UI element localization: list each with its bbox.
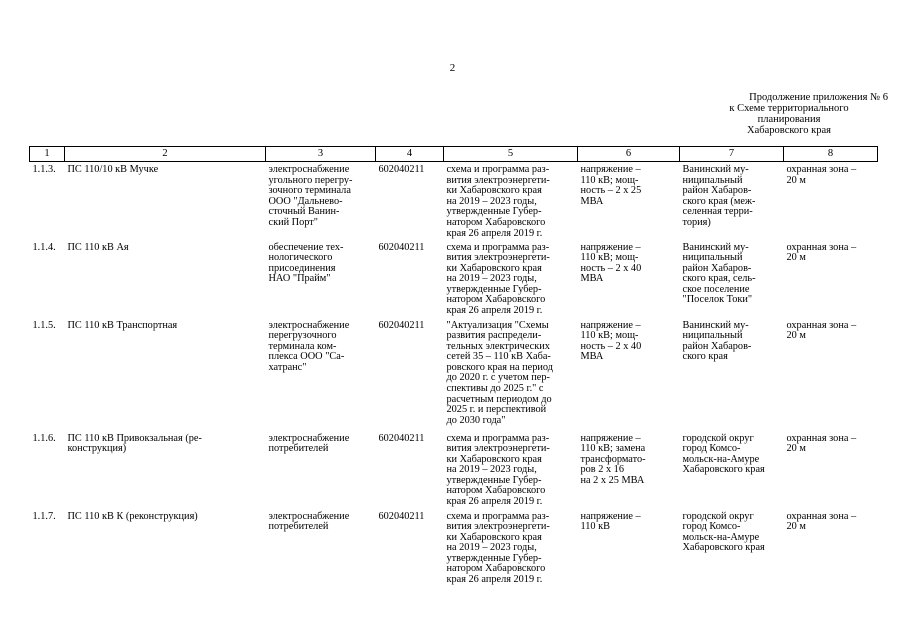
facility-code: 602040211 [378, 432, 425, 444]
column-header: 8 [784, 147, 878, 162]
appendix-heading-line: Хабаровского края [747, 125, 831, 136]
table-row [30, 240, 878, 318]
column-header: 7 [680, 147, 784, 162]
facility-basis: схема и программа раз- вития электроэнергети- ки Хабаровского края на 2019 – 2023 годы, утвержденные Губер- натором Хабаровского края 26 апреля 2019 г. [446, 164, 550, 239]
facility-specs: напряжение – 110 кВ; мощ- ность – 2 х 25 МВА [580, 164, 642, 207]
table-row [30, 162, 878, 240]
facility-zone: охранная зона – 20 м [786, 241, 857, 264]
appendix-heading-line: планирования [757, 114, 821, 125]
appendix-heading [690, 92, 888, 136]
row-number: 1.1.4. [32, 241, 56, 253]
facilities-table [29, 146, 878, 587]
facility-location: городской округ город Комсо- мольск-на-Амуре Хабаровского края [682, 432, 765, 476]
facility-basis: схема и программа раз- вития электроэнергети- ки Хабаровского края на 2019 – 2023 годы, утвержденные Губер- натором Хабаровского края 26 апреля 2019 г. [446, 432, 550, 508]
facility-code: 602040211 [378, 510, 425, 522]
facility-name: ПС 110 кВ Ая [67, 241, 129, 253]
facility-code: 602040211 [378, 164, 425, 175]
facility-name: ПС 110 кВ Привокзальная (ре- конструкция) [67, 432, 202, 455]
facility-purpose: электроснабжение потребителей [268, 510, 350, 533]
facility-zone: охранная зона – 20 м [786, 510, 857, 533]
row-number: 1.1.5. [32, 319, 56, 331]
facility-purpose: обеспечение тех- нологического присоединения НАО "Прайм" [268, 241, 344, 285]
row-number: 1.1.7. [32, 510, 56, 522]
row-number: 1.1.3. [32, 164, 56, 175]
facility-purpose: электроснабжение угольного перегру- зочного терминала ООО "Дальнево- сточный Ванин- ский Порт" [268, 164, 353, 228]
facility-zone: охранная зона – 20 м [786, 319, 857, 342]
facility-location: Ванинский му- ниципальный район Хабаров- ского края [682, 319, 752, 363]
column-header: 4 [376, 147, 444, 162]
facility-name: ПС 110/10 кВ Мучке [67, 164, 159, 175]
facility-code: 602040211 [378, 319, 425, 331]
facility-location: городской округ город Комсо- мольск-на-Амуре Хабаровского края [682, 510, 765, 554]
facility-name: ПС 110 кВ Транспортная [67, 319, 178, 331]
facility-specs: напряжение – 110 кВ [580, 510, 641, 533]
appendix-heading-line: к Схеме территориального [729, 103, 849, 114]
facility-code: 602040211 [378, 241, 425, 253]
page-number: 2 [449, 62, 456, 74]
facility-basis: схема и программа раз- вития электроэнергети- ки Хабаровского края на 2019 – 2023 годы, утвержденные Губер- натором Хабаровского края 26 апреля 2019 г. [446, 510, 550, 586]
column-header: 2 [65, 147, 266, 162]
facility-zone: охранная зона – 20 м [786, 164, 857, 186]
table-row [30, 509, 878, 587]
facility-location: Ванинский му- ниципальный район Хабаров- ского края (меж- селенная терри- тория) [682, 164, 756, 228]
appendix-heading-line: Продолжение приложения № 6 [749, 92, 888, 103]
facility-specs: напряжение – 110 кВ; мощ- ность – 2 х 40 МВА [580, 319, 642, 363]
column-header: 6 [578, 147, 680, 162]
facility-location: Ванинский му- ниципальный район Хабаров- ского края, сель- ское поселение "Поселок Токи" [682, 241, 756, 306]
facility-zone: охранная зона – 20 м [786, 432, 857, 455]
table-row [30, 431, 878, 509]
facility-name: ПС 110 кВ К (реконструкция) [67, 510, 198, 522]
facility-basis: схема и программа раз- вития электроэнергети- ки Хабаровского края на 2019 – 2023 годы, утвержденные Губер- натором Хабаровского края 26 апреля 2019 г. [446, 241, 550, 317]
row-number: 1.1.6. [32, 432, 56, 444]
table-header-row [30, 147, 878, 162]
facility-basis: "Актуализация "Схемы развития распредели- тельных электрических сетей 35 – 110 кВ Хаба- ровского края на период до 2020 г. с учетом пер- спективы до 2025 г." с расчетным периодом до 2025 г. и перспективой до 2030 года" [446, 319, 554, 426]
facility-purpose: электроснабжение потребителей [268, 432, 350, 455]
facility-specs: напряжение – 110 кВ; замена трансформато- ров 2 х 16 на 2 х 25 МВА [580, 432, 646, 486]
facility-purpose: электроснабжение перегрузочного терминала ком- плекса ООО "Са- хатранс" [268, 319, 350, 373]
table-row [30, 318, 878, 431]
column-header: 1 [30, 147, 65, 162]
facility-specs: напряжение – 110 кВ; мощ- ность – 2 х 40 МВА [580, 241, 642, 285]
column-header: 3 [266, 147, 376, 162]
column-header: 5 [444, 147, 578, 162]
